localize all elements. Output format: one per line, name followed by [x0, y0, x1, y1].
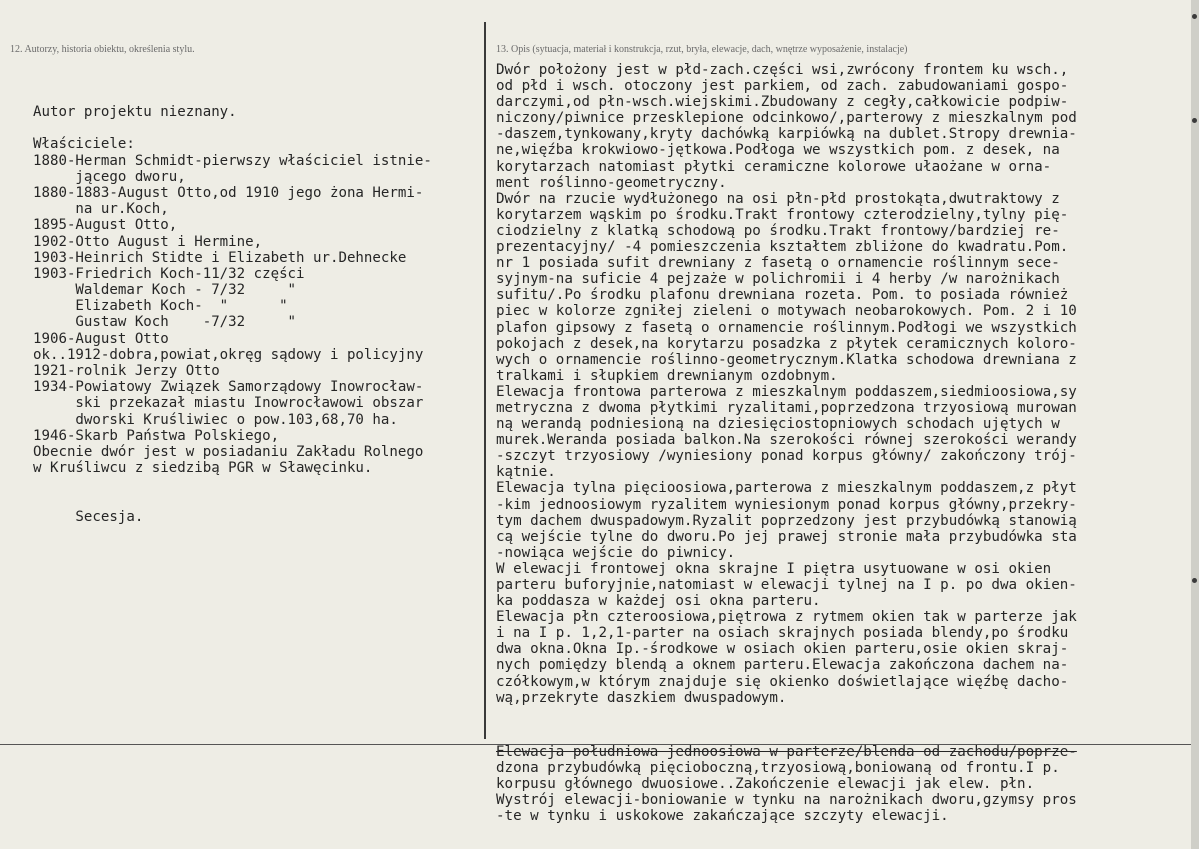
history-line: w Kruśliwcu z siedzibą PGR w Sławęcinku. [33, 460, 373, 477]
description-line: tralkami i słupkiem drewnianym ozdobnym. [496, 367, 838, 384]
history-line: 1903-Friedrich Koch-11/32 części [33, 265, 305, 282]
description-line: -kim jednoosiowym ryzalitem wyniesionym ponad korpus główny,przekry- [496, 496, 1077, 513]
section-12-header: 12. Autorzy, historia obiektu, określenia stylu. [10, 44, 195, 55]
description-line: syjnym-na suficie 4 pejzaże w polichromii i 4 herby /w narożnikach [496, 271, 1060, 288]
description-line: Elewacja płn czteroosiowa,piętrowa z rytmem okien tak w parterze jak [496, 609, 1077, 626]
history-line: dworski Kruśliwiec o pow.103,68,70 ha. [33, 411, 398, 428]
history-line: Gustaw Koch -7/32 " [33, 314, 297, 331]
description-line: W elewacji frontowej okna skrajne I piętra usytuowane w osi okien [496, 560, 1052, 577]
description-line: Elewacja tylna pięcioosiowa,parterowa z mieszkalnym poddaszem,z płyt [496, 480, 1077, 497]
description-line: ne,więźba krokwiowo-jętkowa.Podłoga we wszystkich pom. z desek, na [496, 142, 1060, 159]
description-line: cą wejście tylne do dworu.Po jej prawej stronie mała przybudówka sta [496, 528, 1077, 545]
description-line: Wystrój elewacji-boniowanie w tynku na narożnikach dworu,gzymsy pros [496, 792, 1077, 809]
history-line: Obecnie dwór jest w posiadaniu Zakładu Rolnego [33, 443, 424, 460]
history-line: 1902-Otto August i Hermine, [33, 233, 263, 250]
description-line: nych pomiędzy blendą a oknem parteru.Elewacja zakończona dachem na- [496, 657, 1069, 674]
description-line: od płd i wsch. otoczony jest parkiem, od zach. zabudowaniami gospo- [496, 78, 1069, 95]
description-line: wą,przekryte daszkiem dwuspadowym. [496, 689, 787, 706]
history-line: Secesja. [33, 508, 144, 525]
description-line: Elewacja południowa jednoosiowa w parterze/blenda od zachodu/poprze- [496, 744, 1077, 760]
description-continuation [496, 744, 1077, 824]
description-line: ciodzielny z klatką schodową po środku.Trakt frontowy/bardziej re- [496, 222, 1060, 239]
description-line: dwa okna.Okna Ip.-środkowe w osiach okien parteru,osie okien skraj- [496, 641, 1069, 658]
history-line: 1903-Heinrich Stidte i Elizabeth ur.Dehnecke [33, 249, 407, 266]
description-line: ment roślinno-geometryczny. [496, 174, 727, 191]
description-line: metryczna z dwoma płytkimi ryzalitami,poprzedzona trzyosiową murowan [496, 399, 1077, 416]
description-line: niczony/piwnice przesklepione odcinkowo/,parterowy z mieszkalnym pod [496, 110, 1077, 127]
history-line: 1880-1883-August Otto,od 1910 jego żona Hermi- [33, 184, 424, 201]
history-line: na ur.Koch, [33, 201, 169, 218]
description-line: -szczyt trzyosiowy /wyniesiony ponad korpus główny/ zakończony trój- [496, 448, 1077, 465]
description-line: plafon gipsowy z fasetą o ornamencie roślinnym.Podłogi we wszystkich [496, 319, 1077, 336]
history-line [33, 120, 432, 136]
description-line: ną werandą podniesioną na dziesięciostopniowych schodach ujętych w [496, 416, 1060, 433]
description-line: czółkowym,w którym znajduje się okienko doświetlające więźbę dacho- [496, 673, 1069, 690]
description-line: kątnie. [496, 464, 556, 481]
history-line: ok..1912-dobra,powiat,okręg sądowy i policyjny [33, 346, 424, 363]
history-line: 1946-Skarb Państwa Polskiego, [33, 427, 280, 444]
description-line: nr 1 posiada sufit drewniany z fasetą o ornamencie roślinnym sece- [496, 255, 1060, 272]
history-line: 1880-Herman Schmidt-pierwszy właściciel istnie- [33, 152, 432, 169]
history-line [33, 476, 432, 492]
description-line: korytarzem wąskim po środku.Trakt frontowy czterodzielny,tylny pię- [496, 206, 1069, 223]
history-line: Właściciele: [33, 136, 135, 153]
description-text [496, 62, 1077, 706]
section-13-header: 13. Opis (sytuacja, materiał i konstrukcja, rzut, bryła, elewacje, dach, wnętrze wyposażenie, instalacje) [496, 44, 908, 55]
edge-mark [1192, 118, 1197, 123]
history-line [33, 493, 432, 509]
description-line: Dwór na rzucie wydłużonego na osi płn-płd prostokąta,dwutraktowy z [496, 190, 1060, 207]
description-line: korytarzach natomiast płytki ceramiczne kolorowe ułaożane w orna- [496, 158, 1052, 175]
history-line: 1906-August Otto [33, 330, 169, 347]
edge-mark [1192, 578, 1197, 583]
column-divider [484, 22, 486, 739]
history-line: Waldemar Koch - 7/32 " [33, 282, 297, 299]
description-line: pokojach z desek,na korytarzu posadzka z płytek ceramicznych koloro- [496, 335, 1077, 352]
description-line: korpusu głównego dwuosiowe..Zakończenie elewacji jak elew. płn. [496, 776, 1035, 793]
description-line: wych o ornamencie roślinno-geometrycznym.Klatka schodowa drewniana z [496, 351, 1077, 368]
description-line: piec w kolorze zgniłej zieleni o motywach neobarokowych. Pom. 2 i 10 [496, 303, 1077, 320]
card-edge [1191, 0, 1199, 849]
history-line: 1921-rolnik Jerzy Otto [33, 363, 220, 379]
description-line: -nowiąca wejście do piwnicy. [496, 544, 736, 561]
description-line: tym dachem dwuspadowym.Ryzalit poprzedzony jest przybudówką stanowią [496, 512, 1077, 529]
description-line: parteru buforyjnie,natomiast w elewacji tylnej na I p. po dwa okien- [496, 577, 1077, 593]
history-line: 1895-August Otto, [33, 217, 178, 234]
history-line: Elizabeth Koch- " " [33, 298, 288, 315]
description-line: Dwór położony jest w płd-zach.części wsi,zwrócony frontem ku wsch., [496, 62, 1069, 78]
description-line: i na I p. 1,2,1-parter na osiach skrajnych posiada blendy,po środku [496, 625, 1069, 642]
history-line: 1934-Powiatowy Związek Samorządowy Inowrocław- [33, 379, 424, 396]
edge-mark [1192, 14, 1197, 19]
description-line: -te w tynku i uskokowe zakańczające szczyty elewacji. [496, 808, 949, 825]
history-line: Autor projektu nieznany. [33, 104, 237, 120]
description-line: prezentacyjny/ -4 pomieszczenia kształtem zbliżone do kwadratu.Pom. [496, 239, 1069, 256]
description-line: dzona przybudówką pięcioboczną,trzyosiową,boniowaną od frontu.I p. [496, 760, 1060, 777]
description-line: ka poddasza w każdej osi okna parteru. [496, 593, 821, 610]
description-line: murek.Weranda posiada balkon.Na szerokości równej szerokości werandy [496, 432, 1077, 449]
description-line: Elewacja frontowa parterowa z mieszkalnym poddaszem,siedmioosiowa,sy [496, 383, 1077, 400]
description-line: sufitu/.Po środku plafonu drewniana rozeta. Pom. to posiada również [496, 287, 1069, 304]
description-line: -daszem,tynkowany,kryty dachówką karpiówką na dublet.Stropy drewnia- [496, 126, 1077, 143]
description-line: darczymi,od płn-wsch.wiejskimi.Zbudowany z cegły,całkowicie podpiw- [496, 94, 1069, 111]
history-text [33, 104, 432, 525]
history-line: jącego dworu, [33, 168, 186, 185]
history-line: ski przekazał miastu Inowrocławowi obszar [33, 395, 424, 412]
